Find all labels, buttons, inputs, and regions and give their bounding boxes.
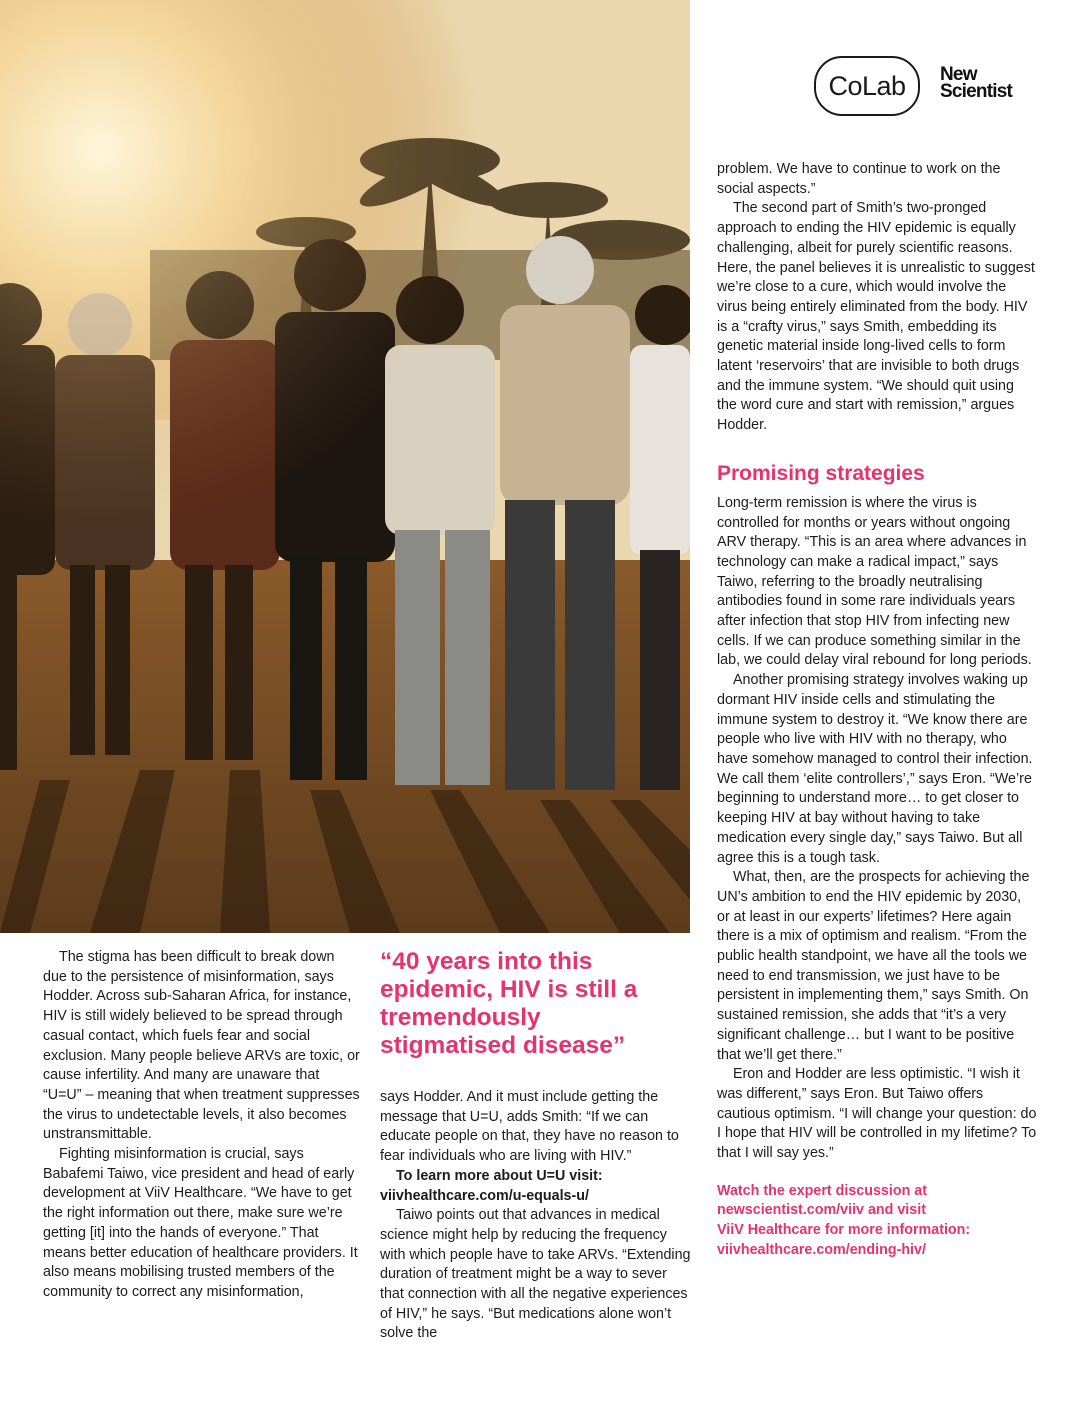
column-3: [717, 160, 1037, 1261]
section-heading: Promising strategies: [717, 461, 925, 485]
paragraph: Eron and Hodder are less optimistic. “I wish it was different,” says Eron. But Taiwo offers cautious optimism. “I will change your question: do I hope that HIV will be controlled in my lifetime? To that I will say yes.”: [717, 1066, 1037, 1162]
cta-link-viiv[interactable]: viivhealthcare.com/ending-hiv/: [717, 1241, 926, 1258]
learn-more-label: To learn more about U=U visit:: [396, 1167, 603, 1184]
paragraph: problem. We have to continue to work on the social aspects.”: [717, 161, 1001, 197]
pull-quote: “40 years into this epidemic, HIV is still a tremendously stigmatised disease”: [380, 948, 638, 1059]
learn-more-link[interactable]: viivhealthcare.com/u-equals-u/: [380, 1187, 589, 1204]
new-scientist-logo-line1: New: [940, 64, 977, 85]
paragraph: Long-term remission is where the virus is controlled for months or years without ongoing ARV therapy. “This is an area where advances in technology can make a radical impact,” says Taiwo, referring to the broadly neutralising antibodies found in some rare individuals years after infection that stop HIV from infecting new cells. If we can produce something similar in the lab, we could delay viral rebound for long periods.: [717, 494, 1032, 669]
paragraph: The stigma has been difficult to break down due to the persistence of misinformation, says Hodder. Across sub-Saharan Africa, for instance, HIV is still widely believed to be spread through casual contact, which fuels fear and social exclusion. Many people believe ARVs are toxic, or cause infertility. And many are unaware that “U=U” – meaning that when treatment suppresses the virus to undetectable levels, it also becomes unstransmittable.: [43, 949, 360, 1143]
cta-link-newscientist[interactable]: newscientist.com/viiv and visit: [717, 1202, 926, 1219]
paragraph: The second part of Smith’s two-pronged approach to ending the HIV epidemic is equally challenging, albeit for purely scientific reasons. Here, the panel believes it is unrealistic to suggest we’re close to a cure, which would involve the virus being entirely eliminated from the body. HIV is a “crafty virus,” says Smith, embedding its genetic material inside long-lived cells to form latent ‘reservoirs’ that are invisible to both drugs and the immune system. “We should quit using the word cure and start with remission,” argues Hodder.: [717, 200, 1035, 434]
paragraph: What, then, are the prospects for achieving the UN’s ambition to end the HIV epidemic by 2030, or at least in our experts’ lifetimes? Here again there is a mix of optimism and realism. “From the public health standpoint, we have all the tools we need to end transmission, we just have to be persistent in implementing them,” says Smith. On sustained remission, she adds that “it’s a very significant challenge… but I want to be positive that we’ll get there.”: [717, 869, 1030, 1063]
new-scientist-logo-line2: Scientist: [940, 81, 1012, 102]
paragraph: Another promising strategy involves waking up dormant HIV inside cells and stimulating the immune system to destroy it. “We know there are people who live with HIV with no therapy, who have somehow managed to control their infection. We call them ‘elite controllers’,” says Eron. “We’re beginning to understand more… to get closer to keeping HIV at bay without having to take medication every single day,” says Taiwo. But all agree this is a tough task.: [717, 672, 1033, 866]
paragraph: Fighting misinformation is crucial, says Babafemi Taiwo, vice president and head of early development at ViiV Healthcare. “We have to get the right information out there, make sure we’re getting [it] into the hands of everyone.” That means better education of healthcare providers. It also means mobilising trusted members of the community to correct any misinformation,: [43, 1146, 358, 1300]
brand-logos: [810, 56, 1040, 116]
new-scientist-logo: [940, 66, 1040, 100]
cta-line: ViiV Healthcare for more information:: [717, 1222, 971, 1239]
colab-logo: CoLab: [814, 56, 920, 116]
cta-line: Watch the expert discussion at: [717, 1182, 927, 1199]
call-to-action: [717, 1182, 1037, 1261]
hero-photo: [0, 0, 690, 933]
people-embracing-photo-icon: [0, 0, 690, 933]
column-1: [43, 948, 361, 1303]
paragraph: Taiwo points out that advances in medical science might help by reducing the frequency with which people have to take ARVs. “Extending duration of treatment might be a way to sever that connection with all the negative experiences of HIV,” he says. “But medications alone won’t solve the: [380, 1207, 691, 1342]
paragraph: says Hodder. And it must include getting the message that U=U, adds Smith: “If we can educate people on that, they have no reason to fear individuals who are living with HIV.”: [380, 1089, 679, 1165]
column-2: [380, 1088, 692, 1344]
